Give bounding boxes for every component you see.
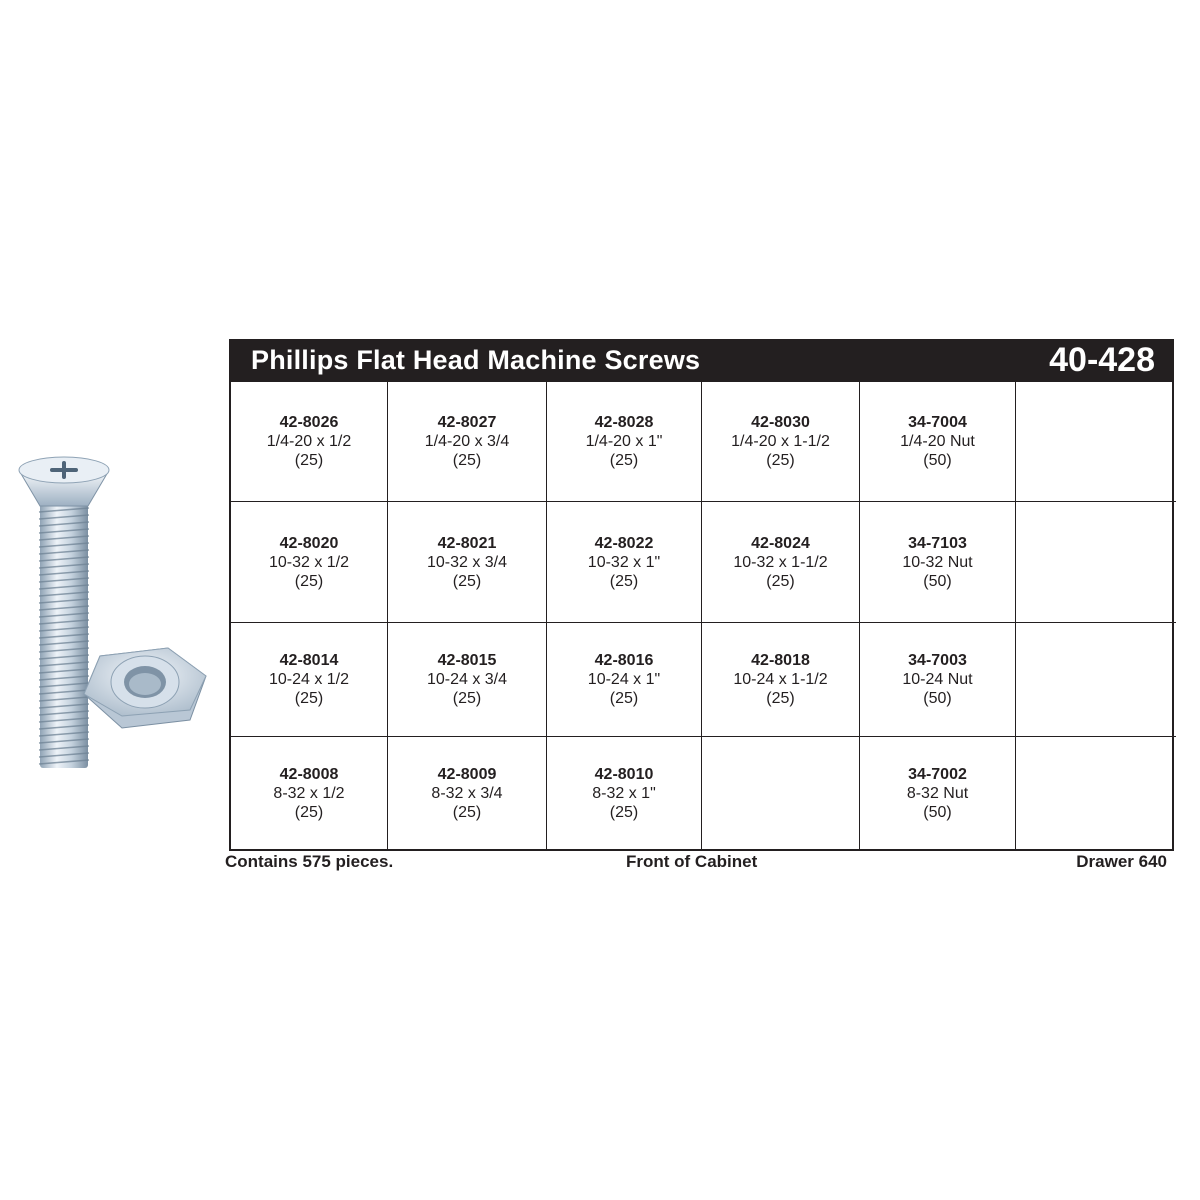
compartment-cell [860, 737, 1016, 849]
part-number: 42-8026 [279, 414, 339, 431]
compartment-cell [231, 382, 388, 502]
part-quantity: (25) [452, 452, 482, 469]
part-number: 42-8024 [751, 534, 810, 552]
compartment-cell [547, 623, 702, 737]
empty-compartment-cell [702, 737, 860, 849]
part-size: 10-24 x 1" [587, 671, 661, 688]
part-number: 42-8016 [594, 652, 654, 669]
part-number: 34-7002 [908, 765, 967, 783]
empty-compartment-cell [1016, 382, 1176, 502]
compartment-cell [231, 737, 388, 849]
kit-number: 40-428 [1049, 341, 1155, 379]
chart-title: Phillips Flat Head Machine Screws [251, 345, 701, 375]
compartment-cell [860, 502, 1016, 623]
part-quantity: (25) [766, 690, 795, 707]
part-number: 42-8027 [437, 414, 497, 431]
part-size: 1/4-20 Nut [900, 433, 975, 450]
empty-compartment-cell [1016, 737, 1176, 849]
part-quantity: (50) [923, 803, 952, 821]
part-size: 10-32 Nut [902, 553, 973, 571]
chart-footer [225, 852, 1167, 874]
compartment-cell [388, 623, 547, 737]
empty-compartment-cell [1016, 502, 1176, 623]
piece-count: Contains 575 pieces. [225, 852, 394, 871]
compartment-cell [547, 502, 702, 623]
part-size: 1/4-20 x 1" [585, 433, 663, 450]
compartment-cell [860, 382, 1016, 502]
part-number: 34-7103 [908, 534, 967, 552]
part-size: 10-32 x 1-1/2 [733, 553, 828, 571]
part-quantity: (25) [294, 690, 324, 707]
part-quantity: (50) [923, 452, 952, 469]
part-number: 42-8022 [594, 534, 654, 552]
part-quantity: (25) [609, 803, 639, 821]
part-size: 10-24 Nut [902, 671, 973, 688]
part-size: 10-32 x 1/2 [268, 553, 350, 571]
part-number: 42-8015 [437, 652, 497, 669]
part-size: 1/4-20 x 3/4 [424, 433, 510, 450]
part-size: 8-32 x 1/2 [273, 784, 345, 802]
part-size: 10-32 x 1" [587, 553, 661, 571]
part-quantity: (50) [923, 690, 952, 707]
part-number: 42-8018 [751, 652, 810, 669]
part-quantity: (25) [452, 572, 482, 590]
part-number: 42-8028 [594, 414, 654, 431]
compartment-cell [388, 382, 547, 502]
phillips-flat-head-screw-icon [19, 457, 109, 768]
chart-header [229, 339, 1174, 382]
compartment-cell [702, 382, 860, 502]
compartment-cell [547, 737, 702, 849]
part-number: 34-7003 [908, 652, 967, 669]
part-number: 42-8009 [437, 765, 497, 783]
part-size: 8-32 x 3/4 [431, 784, 503, 802]
part-size: 8-32 Nut [906, 784, 969, 802]
empty-compartment-cell [1016, 623, 1176, 737]
part-size: 10-24 x 3/4 [426, 671, 508, 688]
part-quantity: (25) [294, 803, 324, 821]
compartment-cell [231, 502, 388, 623]
part-number: 42-8030 [751, 414, 810, 431]
part-quantity: (50) [923, 572, 952, 590]
drawer-number: Drawer 640 [1076, 852, 1167, 871]
compartment-cell [860, 623, 1016, 737]
part-number: 42-8021 [437, 534, 497, 552]
compartment-cell [388, 502, 547, 623]
compartment-cell [388, 737, 547, 849]
part-number: 42-8014 [279, 652, 339, 669]
part-quantity: (25) [766, 572, 795, 590]
part-number: 34-7004 [908, 414, 967, 431]
part-size: 8-32 x 1" [592, 784, 656, 802]
part-number: 42-8008 [279, 765, 339, 783]
part-number: 42-8010 [594, 765, 654, 783]
part-size: 10-24 x 1/2 [268, 671, 350, 688]
part-quantity: (25) [294, 572, 324, 590]
compartment-grid [229, 382, 1174, 851]
screw-and-nut-illustration [18, 448, 218, 778]
part-quantity: (25) [294, 452, 324, 469]
part-size: 10-32 x 3/4 [426, 553, 508, 571]
part-size: 1/4-20 x 1-1/2 [731, 433, 830, 450]
part-size: 1/4-20 x 1/2 [266, 433, 352, 450]
part-quantity: (25) [609, 452, 639, 469]
part-quantity: (25) [452, 803, 482, 821]
cabinet-orientation: Front of Cabinet [626, 852, 758, 871]
part-quantity: (25) [609, 690, 639, 707]
part-number: 42-8020 [279, 534, 339, 552]
compartment-cell [231, 623, 388, 737]
compartment-cell [702, 502, 860, 623]
part-size: 10-24 x 1-1/2 [733, 671, 828, 688]
compartment-cell [547, 382, 702, 502]
drawer-label-chart [229, 339, 1174, 851]
compartment-cell [702, 623, 860, 737]
part-quantity: (25) [609, 572, 639, 590]
part-quantity: (25) [766, 452, 795, 469]
hex-nut-icon [84, 648, 206, 728]
part-quantity: (25) [452, 690, 482, 707]
